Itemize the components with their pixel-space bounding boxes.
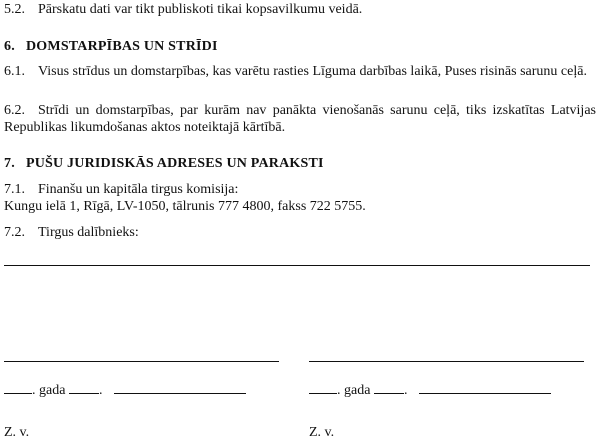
section-7-heading xyxy=(4,155,324,172)
gada-label: . gada xyxy=(32,383,66,398)
section-title: PUŠU JURIDISKĀS ADRESES UN PARAKSTI xyxy=(26,156,324,171)
signature-line-left xyxy=(4,361,279,362)
paragraph-5-2 xyxy=(4,1,596,18)
year-blank xyxy=(4,381,32,394)
day-blank xyxy=(374,381,404,394)
paragraph-number: 5.2. xyxy=(4,2,25,17)
paragraph-number: 7.1. xyxy=(4,182,25,197)
paragraph-7-2 xyxy=(4,224,139,241)
paragraph-7-1 xyxy=(4,181,238,198)
paragraph-number: 6.2. xyxy=(4,103,25,118)
paragraph-text: Strīdi un domstarpības, par kurām nav panākta vienošanās sarunu ceļā, tiks izskatītas Latvijas Republikas likumdošanas aktos noteiktajā kārtībā. xyxy=(4,103,596,135)
seal-place-left: Z. v. xyxy=(4,425,30,440)
year-blank xyxy=(309,381,337,394)
date-field-left xyxy=(4,381,246,399)
paragraph-number: 7.2. xyxy=(4,225,25,240)
date-field-right xyxy=(309,381,551,399)
dot-label: . xyxy=(98,383,103,398)
paragraph-number: 6.1. xyxy=(4,64,25,79)
paragraph-6-1 xyxy=(4,63,596,80)
dot-label: . xyxy=(403,383,408,398)
month-blank xyxy=(114,381,246,394)
section-title: DOMSTARPĪBAS UN STRĪDI xyxy=(26,39,218,54)
section-number: 6. xyxy=(4,39,15,54)
commission-label: Finanšu un kapitāla tirgus komisija: xyxy=(38,182,239,197)
paragraph-6-2 xyxy=(4,102,596,136)
commission-address: Kungu ielā 1, Rīgā, LV-1050, tālrunis 777 4800, fakss 722 5755. xyxy=(4,199,366,214)
section-6-heading xyxy=(4,38,218,55)
gada-label: . gada xyxy=(337,383,371,398)
participant-label: Tirgus dalībnieks: xyxy=(38,225,139,240)
paragraph-text: Pārskatu dati var tikt publiskoti tikai kopsavilkumu veidā. xyxy=(38,2,363,17)
participant-details-line xyxy=(4,265,590,266)
signature-line-right xyxy=(309,361,584,362)
month-blank xyxy=(419,381,551,394)
seal-place-right: Z. v. xyxy=(309,425,335,440)
paragraph-text: Visus strīdus un domstarpības, kas varētu rasties Līguma darbības laikā, Puses risinās sarunu ceļā. xyxy=(38,64,587,79)
day-blank xyxy=(69,381,99,394)
section-number: 7. xyxy=(4,156,15,171)
